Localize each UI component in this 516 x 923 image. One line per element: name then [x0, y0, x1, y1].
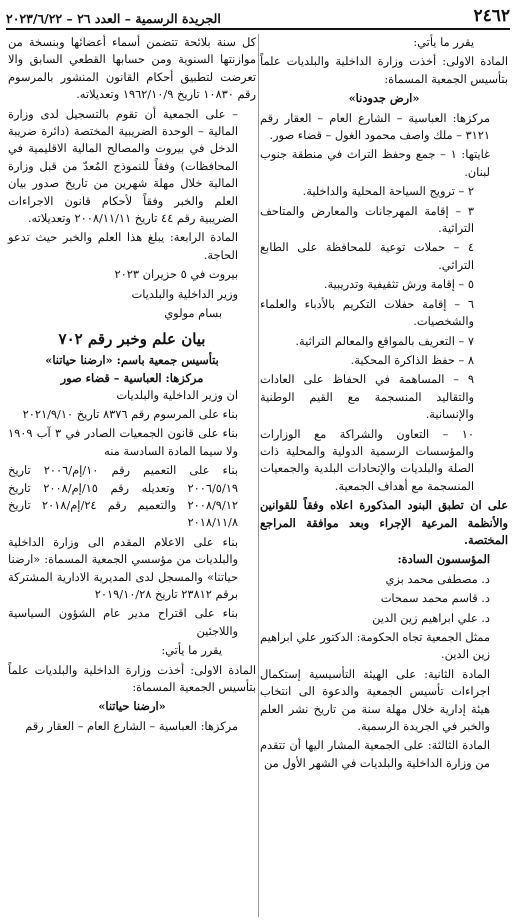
- paragraph: ٢ – ترويج السياحة المحلية والداخلية.: [302, 184, 474, 199]
- paragraph: «ارضنا حياتنا»: [98, 699, 166, 714]
- paragraph: ٧ – التعريف بالمواقع والمعالم التراثية.: [295, 333, 474, 348]
- paragraph: بناء على اقتراح مدير عام الشؤون السياسية واللاجئين: [8, 606, 238, 638]
- paragraph: بناء على التعميم رقم ١٠/إم/٢٠٠٦ تاريخ ٢٠٠٦/٥/١٩ وتعديله رقم ١٥/إم/٢٠٠٨ تاريخ ٢٠٠٨/٩/١٢ والتعميم رقم ٢٤/إم/٢٠١٨ تاريخ ٢٠١٨/١١/٨: [8, 463, 239, 530]
- paragraph: ٣ – إقامة المهرجانات والمعارض والمتاحف التراثية.: [260, 203, 474, 236]
- paragraph: على ان تطبق البنود المذكورة اعلاه وفقاً للقوانين والأنظمة المرعية الإجراء وبعد موافقة المراجع المختصة.: [260, 498, 508, 547]
- paragraph: د. علي ابراهيم زين الدين: [372, 610, 490, 625]
- paragraph: بسام مولوي: [164, 306, 222, 321]
- paragraph: ١٠ – التعاون والشراكة مع الوزارات والمؤسسات الرسمية الدولية والمحلية ذات الصلة والبلديات والإتحادات البلدية والجمعيات المنسجمة مع أهداف الجمعية.: [260, 426, 474, 493]
- notice-block: [8, 329, 256, 387]
- right-column: [260, 34, 508, 919]
- paragraph: المؤسسون السادة:: [397, 552, 490, 567]
- paragraph: ٦ – إقامة حفلات التكريم بالأدباء والعلماء والشخصيات.: [260, 296, 474, 329]
- paragraph: بناء على قانون الجمعيات الصادر في ٣ آب ١٩٠٩ ولا سيما المادة السادسة منه: [8, 426, 238, 458]
- paragraph: ممثل الجمعية تجاه الحكومة: الدكتور علي ابراهيم زين الدين.: [260, 630, 490, 662]
- left-column-bottom: [8, 387, 256, 736]
- paragraph: مركزها: العباسية – الشارع العام – العقار رقم: [25, 718, 238, 733]
- paragraph: – على الجمعية أن تقوم بالتسجيل لدى وزارة المالية – الوحدة الضريبية المختصة (دائرة ضريبة الدخل في بيروت والمصالح المالية الاقليمية في المحافظات) وفقاً للنموذج المُعدّ من قبل وزارة المالية خلال مهلة شهرين من تاريخ صدور بيان العلم والخبر وفقاً لأحكام قانون الاجراءات الضريبية رقم ٤٤ تاريخ ٢٠٠٨/١١/١١ وتعديلاته.: [8, 106, 238, 226]
- paragraph: د. قاسم محمد سمحات: [380, 591, 490, 606]
- notice-heading: بيان علم وخبر رقم ٧٠٢: [58, 329, 206, 348]
- paragraph: د. مصطفى محمد بزي: [385, 571, 490, 586]
- notice-subtitle: بتأسيس جمعية باسم: «ارضنا حياتنا»: [45, 352, 219, 367]
- paragraph: بناء على المرسوم رقم ٨٣٧٦ تاريخ ٢٠٢١/٩/١٠: [22, 406, 238, 421]
- paragraph: وزير الداخلية والبلديات: [131, 286, 238, 301]
- paragraph: بناء على الاعلام المقدم الى وزارة الداخلية والبلديات من مؤسسي الجمعية المسماة: «ارضنا حياتنا» والمسجل لدى المديرية الادارية المشتركة برقم ٢٣٨١٢ تاريخ ٢٠١٩/١٠/٢٨: [8, 534, 238, 601]
- paragraph: المادة الاولى: أخذت وزارة الداخلية والبلديات علماً بتأسيس الجمعية المسماة:: [260, 54, 508, 86]
- page-number: ٢٤٦٢: [473, 6, 510, 26]
- gazette-title: الجريدة الرسمية – العدد ٢٦ – ٢٠٢٣/٦/٢٢: [6, 11, 221, 26]
- paragraph: يقرر ما يأتي:: [413, 35, 474, 49]
- paragraph: المادة الاولى: أخذت وزارة الداخلية والبلديات علماً بتأسيس الجمعية المسماة:: [8, 662, 256, 694]
- paragraph: كل سنة بلائحة تتضمن أسماء أعضائها وبنسخة من موازنتها السنوية ومن حسابها القطعي السابق والا تعرضت لتطبيق أحكام القانون المنشور بالمرسوم رقم ١٠٨٣٠ تاريخ ١٩٦٢/١٠/٩ وتعديلاته.: [8, 35, 256, 102]
- column-divider: [258, 34, 259, 917]
- left-column: [8, 34, 256, 919]
- paragraph: ٥ – إقامة ورش تثقيفية وتدريبية.: [323, 277, 474, 292]
- paragraph: المادة الثانية: على الهيئة التأسيسية إستكمال اجراءات تأسيس الجمعية والدعوة الى انتخاب هيئة إدارية خلال مهلة سنة من تاريخ نشر العلم والخبر في الجريدة الرسمية.: [260, 666, 490, 734]
- paragraph: المادة الثالثة: على الجمعية المشار اليها أن تتقدم من وزارة الداخلية والبلديات في الشهر الأول من: [260, 738, 490, 770]
- header-rule: [6, 28, 510, 30]
- paragraph: «ارض جدودنا»: [348, 91, 420, 106]
- paragraph: يقرر ما يأتي:: [161, 643, 222, 658]
- paragraph: ان وزير الداخلية والبلديات: [116, 387, 238, 402]
- paragraph: ٨ – حفظ الذاكرة المحكية.: [350, 352, 474, 367]
- notice-location: مركزها: العباسية – قضاء صور: [60, 370, 204, 385]
- page-header: [6, 4, 510, 26]
- paragraph: مركزها: العباسية – الشارع العام – العقار رقم ٣١٢١ – ملك واصف محمود الغول – قضاء صور.: [260, 110, 490, 143]
- paragraph: غايتها: ١ – جمع وحفظ التراث في منطقة جنوب لبنان.: [260, 147, 490, 179]
- paragraph: ٩ – المساهمة في الحفاظ على العادات والتقاليد المنسجمة مع القيم الوطنية والإنسانية.: [260, 372, 474, 422]
- paragraph: ٤ – حملات توعية للمحافظة على الطابع التراثي.: [260, 240, 474, 272]
- left-column-top: [8, 34, 256, 323]
- paragraph: المادة الرابعة: يبلغ هذا العلم والخبر حيث تدعو الحاجة.: [8, 230, 238, 262]
- paragraph: بيروت في ٥ حزيران ٢٠٢٣: [114, 267, 238, 282]
